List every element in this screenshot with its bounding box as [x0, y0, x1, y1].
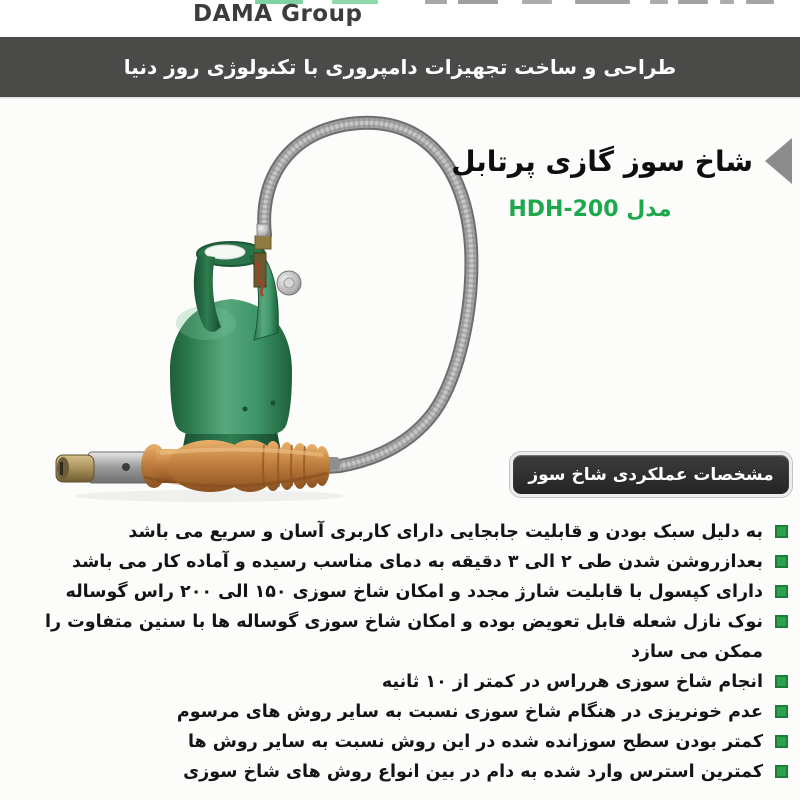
feature-text: انجام شاخ سوزی هرراس در کمتر از ۱۰ ثانیه [381, 672, 763, 692]
feature-item [28, 697, 788, 727]
product-image [40, 105, 490, 505]
feature-text: نوک نازل شعله قابل تعویض بوده و امکان شاخ سوزی گوساله ها با سنین متفاوت را ممکن می سازد [44, 612, 763, 662]
product-title-row [451, 136, 792, 186]
model-label: مدل [626, 197, 672, 222]
green-square-bullet-icon [775, 735, 788, 748]
feature-text: بعدازروشن شدن طی ۲ الی ۳ دقیقه به دمای مناسب رسیده و آماده کار می باشد [71, 552, 763, 572]
feature-item [28, 667, 788, 697]
tagline-banner [0, 37, 800, 97]
gas-torch-illustration [40, 105, 490, 505]
braided-hose-icon [264, 123, 471, 467]
tagline-text: طراحی و ساخت تجهیزات دامپروری با تکنولوژی روز دنیا [123, 55, 677, 79]
feature-text: عدم خونریزی در هنگام شاخ سوزی نسبت به سایر روش های مرسوم [176, 702, 763, 722]
product-title: شاخ سوز گازی پرتابل [451, 144, 753, 178]
feature-item [28, 517, 788, 547]
feature-text: به دلیل سبک بودن و قابلیت جابجایی دارای کاربری آسان و سریع می باشد [128, 522, 763, 542]
gas-cylinder-icon [170, 224, 301, 469]
product-model [435, 197, 745, 222]
feature-item [28, 607, 788, 667]
header-strip [0, 0, 800, 37]
green-square-bullet-icon [775, 705, 788, 718]
specs-badge-label: مشخصات عملکردی شاخ سوز [528, 464, 774, 485]
green-square-bullet-icon [775, 765, 788, 778]
green-square-bullet-icon [775, 585, 788, 598]
brand-name: DAMA Group [193, 1, 363, 27]
green-square-bullet-icon [775, 675, 788, 688]
feature-item [28, 727, 788, 757]
feature-item [28, 547, 788, 577]
model-value: HDH-200 [508, 197, 619, 222]
green-square-bullet-icon [775, 615, 788, 628]
valve-icon [254, 224, 301, 296]
feature-list [28, 517, 788, 787]
feature-text: کمترین استرس وارد شده به دام در بین انواع روش های شاخ سوزی [183, 762, 763, 782]
specs-badge [510, 452, 792, 497]
left-arrow-icon [765, 138, 792, 184]
green-square-bullet-icon [775, 555, 788, 568]
feature-text: کمتر بودن سطح سوزانده شده در این روش نسبت به سایر روش ها [187, 732, 763, 752]
torch-icon [56, 440, 340, 492]
feature-item [28, 577, 788, 607]
green-square-bullet-icon [775, 525, 788, 538]
feature-text: دارای کپسول با قابلیت شارژ مجدد و امکان شاخ سوزی ۱۵۰ الی ۲۰۰ راس گوساله [65, 582, 763, 602]
feature-item [28, 757, 788, 787]
